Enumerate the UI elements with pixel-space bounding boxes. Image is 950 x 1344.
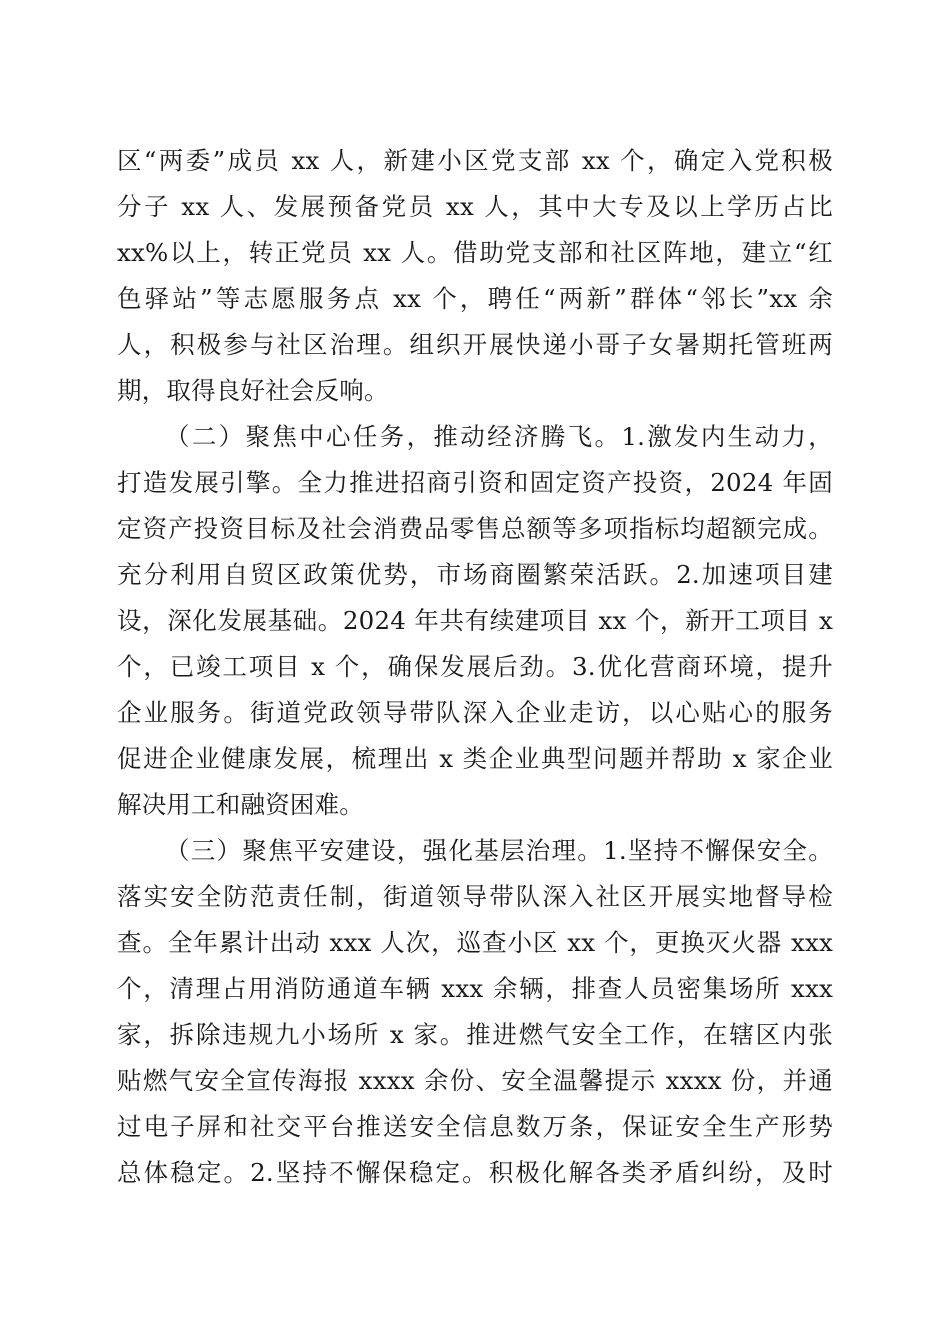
p3-line-7: 过电子屏和社交平台推送安全信息数万条，保证安全生产形势 (117, 1112, 833, 1141)
p2-line-6: 个，已竣工项目 x 个，确保发展后劲。3.优化营商环境，提升 (117, 652, 833, 681)
p1-line-5: 人，积极参与社区治理。组织开展快递小哥子女暑期托管班两 (117, 330, 833, 359)
p3-line-1: （三）聚焦平安建设，强化基层治理。1.坚持不懈保安全。 (165, 836, 833, 865)
p2-line-4: 充分利用自贸区政策优势，市场商圈繁荣活跃。2.加速项目建 (117, 560, 833, 589)
p1-line-4: 色驿站”等志愿服务点 xx 个，聘任“两新”群体“邻长”xx 余 (117, 284, 833, 313)
p2-line-1: （二）聚焦中心任务，推动经济腾飞。1.激发内生动力， (165, 422, 833, 451)
p3-line-3: 查。全年累计出动 xxx 人次，巡查小区 xx 个，更换灭火器 xxx (117, 928, 833, 957)
p3-line-5: 家，拆除违规九小场所 x 家。推进燃气安全工作，在辖区内张 (117, 1020, 833, 1049)
p1-line-3: xx%以上，转正党员 xx 人。借助党支部和社区阵地，建立“红 (117, 238, 833, 267)
p2-line-8: 促进企业健康发展，梳理出 x 类企业典型问题并帮助 x 家企业 (117, 744, 833, 773)
p3-line-2: 落实安全防范责任制，街道领导带队深入社区开展实地督导检 (117, 882, 833, 911)
p1-line-6: 期，取得良好社会反响。 (117, 376, 389, 405)
p1-line-2: 分子 xx 人、发展预备党员 xx 人，其中大专及以上学历占比 (117, 192, 833, 221)
p2-line-9: 解决用工和融资困难。 (117, 790, 364, 819)
p2-line-3: 定资产投资目标及社会消费品零售总额等多项指标均超额完成。 (117, 514, 833, 543)
p3-line-6: 贴燃气安全宣传海报 xxxx 余份、安全温馨提示 xxxx 份，并通 (117, 1066, 833, 1095)
p2-line-7: 企业服务。街道党政领导带队深入企业走访，以心贴心的服务 (117, 698, 833, 727)
p3-line-8: 总体稳定。2.坚持不懈保稳定。积极化解各类矛盾纠纷，及时 (117, 1158, 833, 1187)
p1-line-1: 区“两委”成员 xx 人，新建小区党支部 xx 个，确定入党积极 (117, 146, 833, 175)
p3-line-4: 个，清理占用消防通道车辆 xxx 余辆，排查人员密集场所 xxx (117, 974, 833, 1003)
p2-line-5: 设，深化发展基础。2024 年共有续建项目 xx 个，新开工项目 x (117, 606, 833, 635)
p2-line-2: 打造发展引擎。全力推进招商引资和固定资产投资，2024 年固 (117, 468, 833, 497)
